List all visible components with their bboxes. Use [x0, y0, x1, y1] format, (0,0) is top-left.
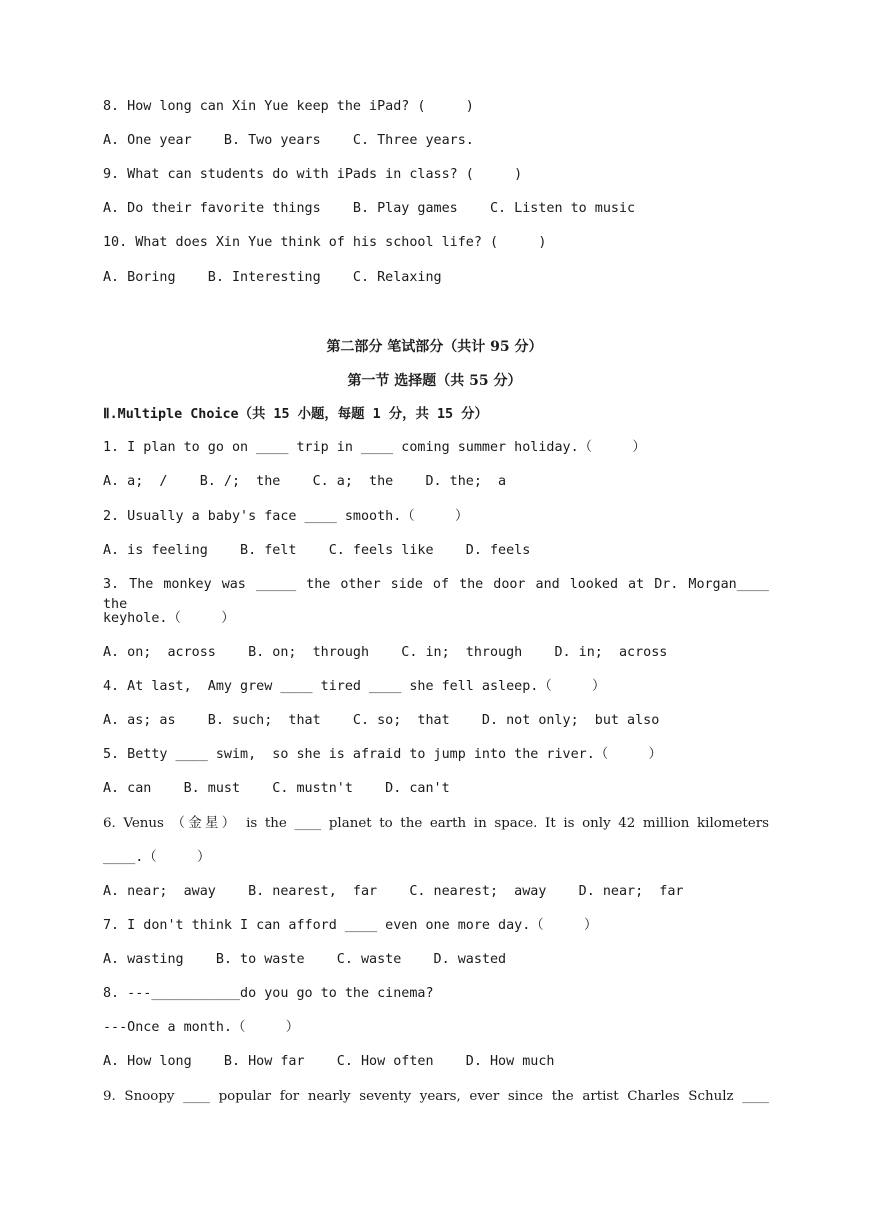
options-6: A. near; away B. nearest, far C. nearest; away D. near; far — [103, 884, 684, 899]
question-1: 1. I plan to go on ____ trip in ____ coming summer holiday.（ ） — [103, 440, 646, 455]
options-7: A. wasting B. to waste C. waste D. wasted — [103, 952, 507, 967]
question-9: 9. Snoopy ____ popular for nearly seventy years, ever since the artist Charles Schulz ____ — [103, 1089, 769, 1104]
part-two-title: 第二部分 笔试部分（共计 95 分） — [326, 339, 543, 355]
question-8: 8. ---___________do you go to the cinema? — [103, 986, 434, 1001]
question-5: 5. Betty ____ swim, so she is afraid to jump into the river.（ ） — [103, 747, 662, 762]
question-3: 3. The monkey was _____ the other side of the door and looked at Dr. Morgan____ the — [103, 577, 769, 612]
question-8-listening: 8. How long can Xin Yue keep the iPad? ( ) — [103, 99, 474, 114]
question-4: 4. At last, Amy grew ____ tired ____ she fell asleep.（ ） — [103, 679, 606, 694]
question-10-listening: 10. What does Xin Yue think of his school life? ( ) — [103, 235, 547, 250]
options-8: A. How long B. How far C. How often D. How much — [103, 1054, 555, 1069]
options-3: A. on; across B. on; through C. in; through D. in; across — [103, 645, 668, 660]
options-10-listening: A. Boring B. Interesting C. Relaxing — [103, 270, 442, 285]
options-4: A. as; as B. such; that C. so; that D. not only; but also — [103, 713, 660, 728]
question-7: 7. I don't think I can afford ____ even one more day.（ ） — [103, 918, 598, 933]
question-2: 2. Usually a baby's face ____ smooth.（ ） — [103, 509, 469, 524]
question-9-listening: 9. What can students do with iPads in class? ( ) — [103, 167, 523, 182]
section-one-title: 第一节 选择题（共 55 分） — [347, 373, 522, 389]
options-8-listening: A. One year B. Two years C. Three years. — [103, 133, 474, 148]
question-8-response: ---Once a month.（ ） — [103, 1020, 300, 1035]
options-9-listening: A. Do their favorite things B. Play games C. Listen to music — [103, 201, 636, 216]
question-6: 6. Venus （金星） is the ____ planet to the earth in space. It is only 42 million kilometers — [103, 816, 769, 831]
options-1: A. a; / B. /; the C. a; the D. the; a — [103, 474, 507, 489]
question-6-continued: ____.（ ） — [103, 850, 211, 865]
question-3-continued: keyhole.（ ） — [103, 611, 235, 626]
options-2: A. is feeling B. felt C. feels like D. feels — [103, 543, 531, 558]
multiple-choice-heading: Ⅱ.Multiple Choice（共 15 小题，每题 1 分，共 15 分） — [103, 407, 488, 422]
options-5: A. can B. must C. mustn't D. can't — [103, 781, 450, 796]
